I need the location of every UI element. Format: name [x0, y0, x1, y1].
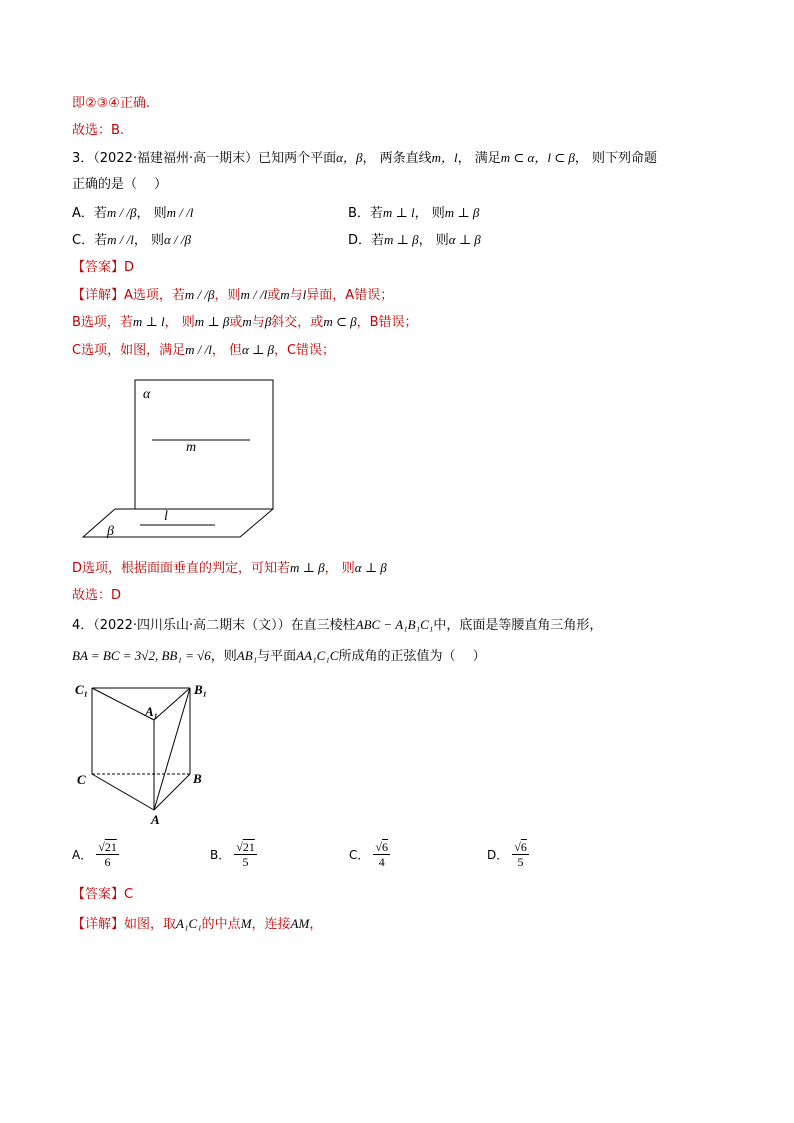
label-c: C: [77, 772, 86, 787]
choice-b: [210, 840, 257, 869]
option-d: D．若m ⊥ β， 则α ⊥ β: [348, 232, 481, 248]
choice-b-label: B．: [210, 847, 231, 862]
choice-d: [487, 840, 529, 869]
selection-3: 故选：D: [72, 588, 122, 603]
label-beta: β: [107, 524, 114, 539]
label-c1: C₁: [75, 682, 89, 697]
prism-figure: [72, 678, 212, 828]
detail-4-line: 【详解】如图，取A₁C₁的中点M，连接AM，: [72, 916, 323, 932]
selection-line: 故选：B.: [72, 123, 125, 138]
answer-3: 【答案】D: [72, 260, 135, 275]
question-3-stem-cont: 正确的是（ ）: [72, 177, 168, 192]
label-alpha: α: [143, 387, 151, 402]
label-a: A: [151, 812, 160, 827]
choice-d-label: D．: [487, 847, 509, 862]
detail-c-line: C选项，如图，满足m / /l， 但α ⊥ β，C错误；: [72, 342, 336, 358]
option-c: C．若m / /l， 则α / /β: [72, 232, 191, 248]
option-b: B．若m ⊥ l， 则m ⊥ β: [348, 205, 480, 221]
choice-c-label: C．: [349, 847, 370, 862]
choice-d-fraction: $\frac{√6}{5}$: [514, 840, 527, 869]
edge-c-a: [92, 774, 154, 810]
question-4-stem: 4．（2022·四川乐山·高二期末（文））在直三棱柱ABC − A₁B₁C₁中，底面是等腰直角三角形，: [72, 617, 603, 633]
label-l: l: [164, 509, 168, 524]
choice-c-fraction: $\frac{√6}{4}$: [375, 840, 388, 869]
question-4-stem-cont: BA = BC = 3√2, BB₁ = √6，则AB₁与平面AA₁C₁C所成角的正弦值为（ ）: [72, 648, 486, 664]
label-b1: B₁: [194, 682, 208, 697]
planes-figure: [80, 375, 295, 545]
detail-a-line: 【详解】A选项，若m / /β，则m / /l或m与l异面，A错误；: [72, 287, 394, 303]
choice-a-fraction: $\frac{√21}{6}$: [98, 840, 117, 869]
conclusion-line: 即②③④正确.: [72, 96, 151, 111]
choice-a-label: A．: [72, 847, 93, 862]
edge-a1-b1: [154, 688, 190, 720]
question-3-stem: 3．（2022·福建福州·高一期末）已知两个平面α，β， 两条直线m，l， 满足m ⊂ α，l ⊂ β， 则下列命题: [72, 150, 657, 166]
choice-c: [349, 840, 390, 869]
choice-a: [72, 840, 119, 869]
label-a1: A₁: [145, 704, 159, 719]
label-m: m: [186, 440, 197, 455]
detail-b-line: B选项，若m ⊥ l， 则m ⊥ β或m与β斜交，或m ⊂ β，B错误；: [72, 314, 418, 330]
choice-b-fraction: $\frac{√21}{5}$: [236, 840, 255, 869]
answer-4: 【答案】C: [72, 887, 134, 902]
label-b: B: [193, 771, 202, 786]
option-a: A．若m / /β， 则m / /l: [72, 205, 194, 221]
detail-d-line: D选项，根据面面垂直的判定，可知若m ⊥ β， 则α ⊥ β: [72, 560, 387, 576]
plane-alpha: [135, 380, 273, 509]
